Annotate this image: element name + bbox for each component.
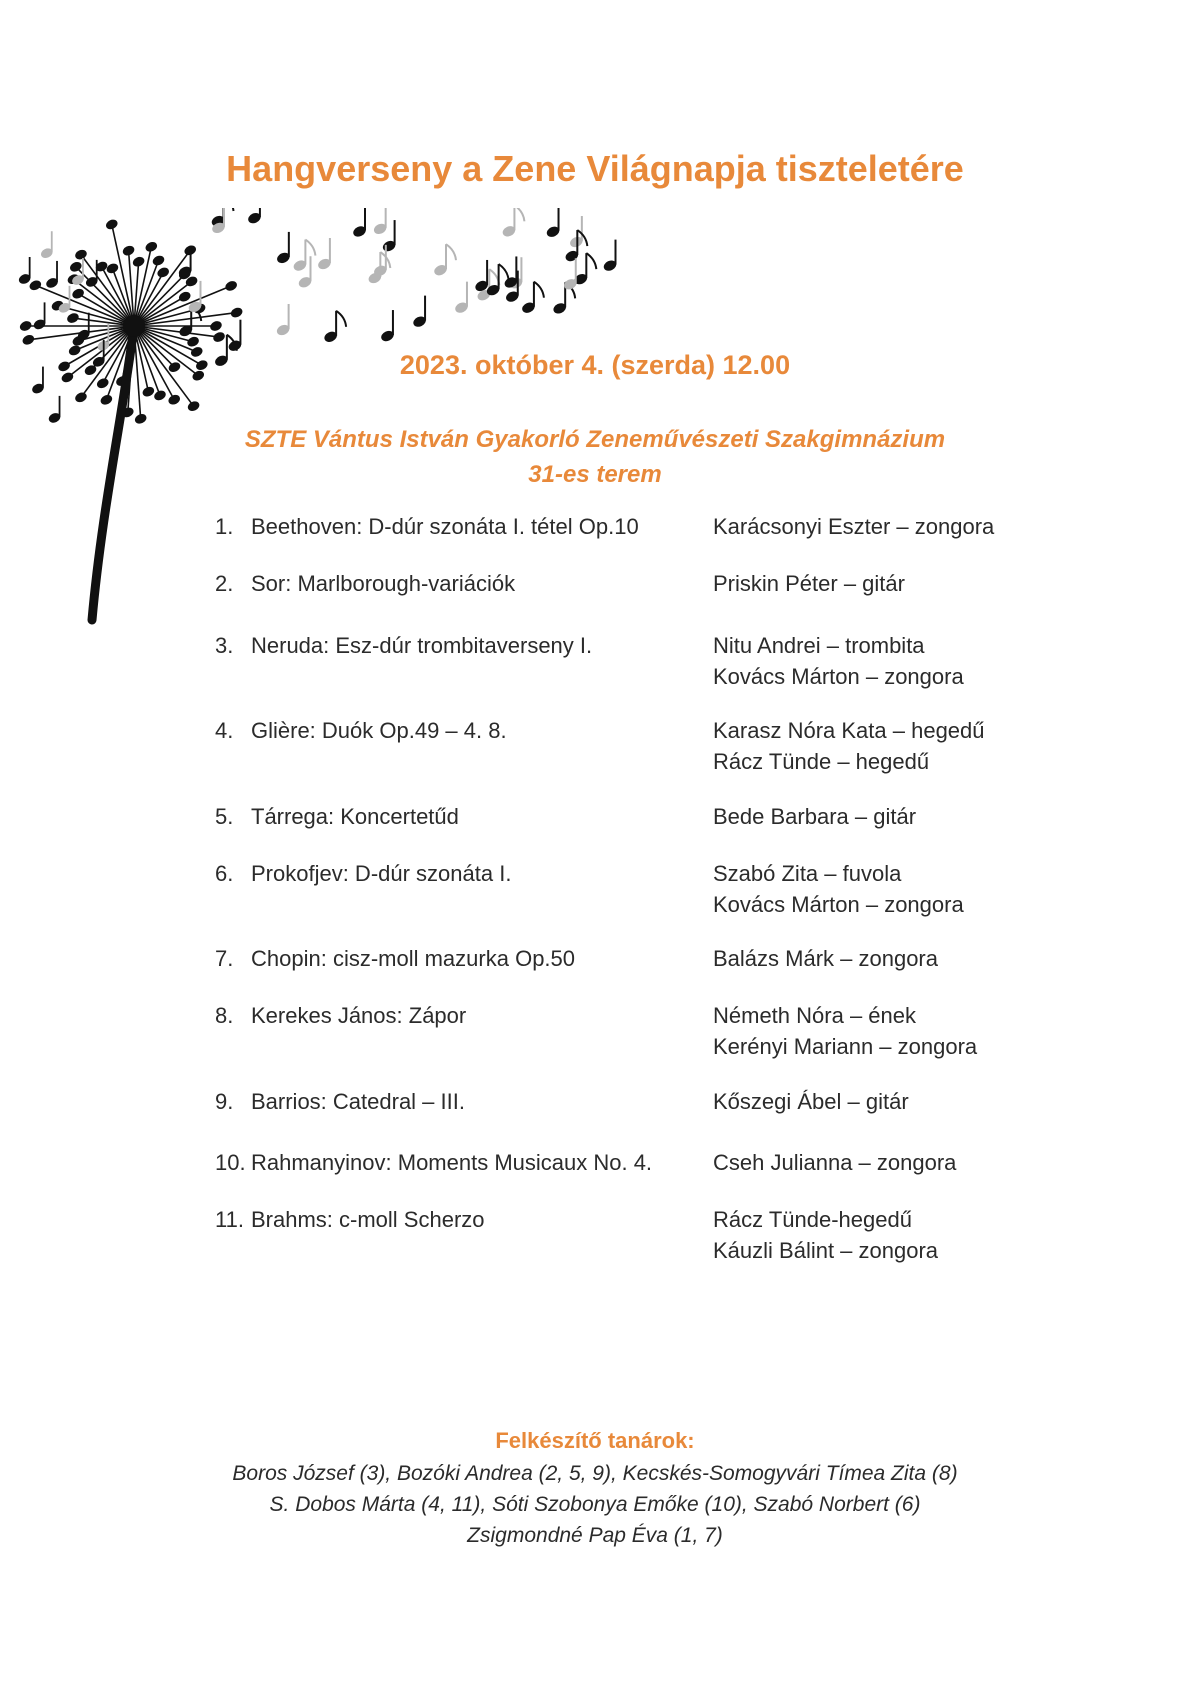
teachers-title: Felkészítő tanárok: — [495, 1428, 695, 1453]
performer: Szabó Zita – fuvola — [713, 861, 902, 886]
performer: Kovács Márton – zongora — [713, 664, 964, 689]
performer: Bede Barbara – gitár — [713, 804, 917, 829]
program-item-performers — [713, 568, 905, 599]
program-item-piece: Beethoven: D-dúr szonáta I. tétel Op.10 — [251, 514, 639, 539]
page-title: Hangverseny a Zene Világnapja tiszteletére — [226, 148, 964, 189]
performer: Nitu Andrei – trombita — [713, 633, 925, 658]
teacher-line: Boros József (3), Bozóki Andrea (2, 5, 9), Kecskés-Somogyvári Tímea Zita (8) — [232, 1462, 958, 1485]
event-venue — [0, 422, 1190, 492]
program-item-performers — [713, 1204, 938, 1266]
venue-name: SZTE Vántus István Gyakorló Zeneművészeti Szakgimnázium — [244, 426, 946, 453]
program-item-performers — [713, 1086, 909, 1117]
performer: Priskin Péter – gitár — [713, 571, 905, 596]
performer: Cseh Julianna – zongora — [713, 1150, 957, 1175]
teacher-line: S. Dobos Márta (4, 11), Sóti Szobonya Emőke (10), Szabó Norbert (6) — [269, 1493, 921, 1516]
program-item-number: 7. — [215, 946, 234, 971]
program-item-performers — [713, 858, 964, 920]
program-item-piece: Neruda: Esz-dúr trombitaverseny I. — [251, 633, 593, 658]
program-item-piece: Prokofjev: D-dúr szonáta I. — [251, 861, 512, 886]
teachers-section — [0, 1424, 1190, 1551]
program-item-performers — [713, 1000, 977, 1062]
program-item-piece: Barrios: Catedral – III. — [251, 1089, 465, 1114]
program-item-performers — [713, 715, 985, 777]
performer: Karácsonyi Eszter – zongora — [713, 514, 995, 539]
program-item-piece: Glière: Duók Op.49 – 4. 8. — [251, 718, 507, 743]
program-item-number: 8. — [215, 1003, 234, 1028]
performer: Káuzli Bálint – zongora — [713, 1238, 939, 1263]
program-item-number: 9. — [215, 1089, 234, 1114]
program-item-piece: Kerekes János: Zápor — [251, 1003, 467, 1028]
program-item-number: 4. — [215, 718, 234, 743]
program-item-number: 3. — [215, 633, 234, 658]
performer: Balázs Márk – zongora — [713, 946, 938, 971]
program-item-number: 11. — [215, 1207, 244, 1232]
performer: Kerényi Mariann – zongora — [713, 1034, 978, 1059]
program-item-number: 6. — [215, 861, 234, 886]
program-item-number: 10. — [215, 1150, 246, 1175]
program-item-performers — [713, 630, 964, 692]
program-item-performers — [713, 943, 938, 974]
performer: Kovács Márton – zongora — [713, 892, 964, 917]
program-item-piece: Chopin: cisz-moll mazurka Op.50 — [251, 946, 576, 971]
program-item-performers — [713, 511, 994, 542]
program-item-number: 2. — [215, 571, 234, 596]
venue-room: 31-es terem — [528, 461, 662, 488]
performer: Karasz Nóra Kata – hegedű — [713, 718, 985, 743]
program-item-performers — [713, 801, 916, 832]
program-item-piece: Sor: Marlborough-variációk — [251, 571, 516, 596]
performer: Kőszegi Ábel – gitár — [713, 1089, 909, 1114]
performer: Rácz Tünde – hegedű — [713, 749, 930, 774]
performer: Rácz Tünde-hegedű — [713, 1207, 912, 1232]
performer: Németh Nóra – ének — [713, 1003, 916, 1028]
program-item-number: 1. — [215, 514, 234, 539]
event-date: 2023. október 4. (szerda) 12.00 — [399, 350, 791, 380]
program-item-performers — [713, 1147, 956, 1178]
program-item-number: 5. — [215, 804, 234, 829]
program-item-piece: Tárrega: Koncertetűd — [251, 804, 459, 829]
program-item-piece: Rahmanyinov: Moments Musicaux No. 4. — [251, 1150, 653, 1175]
teacher-line: Zsigmondné Pap Éva (1, 7) — [467, 1524, 723, 1547]
program-item-piece: Brahms: c-moll Scherzo — [251, 1207, 485, 1232]
